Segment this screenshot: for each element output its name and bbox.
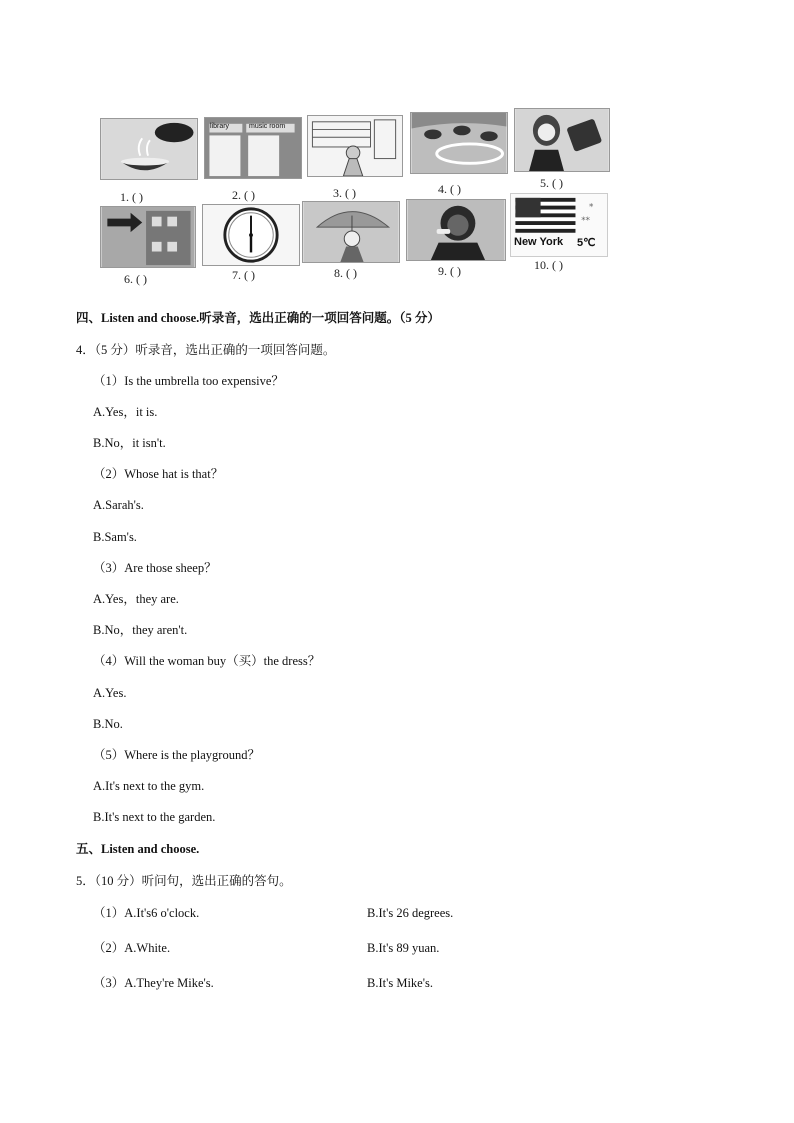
caption-4: 4. ( ) <box>438 182 461 196</box>
s5-q2-option-a: （2）A.White. <box>93 941 171 955</box>
city-label: New York <box>514 236 564 248</box>
s4-q2-option-b: B.Sam's. <box>93 530 137 544</box>
s4-q5-option-b: B.It's next to the garden. <box>93 810 216 824</box>
caption-9: 9. ( ) <box>438 264 461 278</box>
girl-with-sign-icon <box>514 108 610 172</box>
horses-farm-icon <box>410 112 508 174</box>
s5-q3-option-b: B.It's Mike's. <box>367 976 433 990</box>
section4-heading: 四、Listen and choose.听录音，选出正确的一项回答问题。（5 分） <box>76 311 440 325</box>
s4-q4: （4）Will the woman buy（买）the dress？ <box>93 654 321 668</box>
music-room-sign: music room <box>249 123 286 130</box>
section4-question: 4．（5 分）听录音，选出正确的一项回答问题。 <box>76 343 336 357</box>
s4-q4-option-b: B.No. <box>93 717 123 731</box>
s4-q1-option-a: A.Yes，it is. <box>93 405 158 419</box>
arrow-building-icon <box>100 206 196 268</box>
s4-q1-option-b: B.No，it isn't. <box>93 436 166 450</box>
s5-q1-option-a: （1）A.It's6 o'clock. <box>93 906 200 920</box>
caption-6: 6. ( ) <box>124 272 147 286</box>
s5-q1-option-b: B.It's 26 degrees. <box>367 906 454 920</box>
temperature-label: 5℃ <box>577 237 596 249</box>
s5-q2-option-b: B.It's 89 yuan. <box>367 941 440 955</box>
caption-8: 8. ( ) <box>334 266 357 280</box>
s4-q5: （5）Where is the playground？ <box>93 748 260 762</box>
caption-5: 5. ( ) <box>540 176 563 190</box>
caption-10: 10. ( ) <box>534 258 563 272</box>
s4-q2: （2）Whose hat is that？ <box>93 467 224 481</box>
library-music-room-doors-icon <box>204 117 302 179</box>
s4-q3: （3）Are those sheep？ <box>93 561 217 575</box>
section5-heading: 五、Listen and choose. <box>76 842 200 856</box>
s4-q3-option-a: A.Yes，they are. <box>93 592 179 606</box>
caption-2: 2. ( ) <box>232 188 255 202</box>
svg-text:**: ** <box>581 216 590 227</box>
s5-q3-option-a: （3）A.They're Mike's. <box>93 976 214 990</box>
s4-q2-option-a: A.Sarah's. <box>93 498 144 512</box>
clock-icon <box>202 204 300 266</box>
picture-grid <box>96 103 612 293</box>
steaming-bowl-icon <box>100 118 198 180</box>
s4-q1: （1）Is the umbrella too expensive？ <box>93 374 284 388</box>
caption-3: 3. ( ) <box>333 186 356 200</box>
s4-q5-option-a: A.It's next to the gym. <box>93 779 205 793</box>
girl-umbrella-icon <box>302 201 400 263</box>
s4-q4-option-a: A.Yes. <box>93 686 127 700</box>
svg-text:*: * <box>589 202 594 213</box>
caption-1: 1. ( ) <box>120 190 143 204</box>
caption-7: 7. ( ) <box>232 268 255 282</box>
woman-phone-icon <box>406 199 506 261</box>
us-flag-weather-icon <box>510 193 608 257</box>
girl-school-building-icon <box>307 115 403 177</box>
s4-q3-option-b: B.No，they aren't. <box>93 623 188 637</box>
section5-question: 5．（10 分）听问句，选出正确的答句。 <box>76 874 292 888</box>
library-sign: library <box>210 123 230 130</box>
